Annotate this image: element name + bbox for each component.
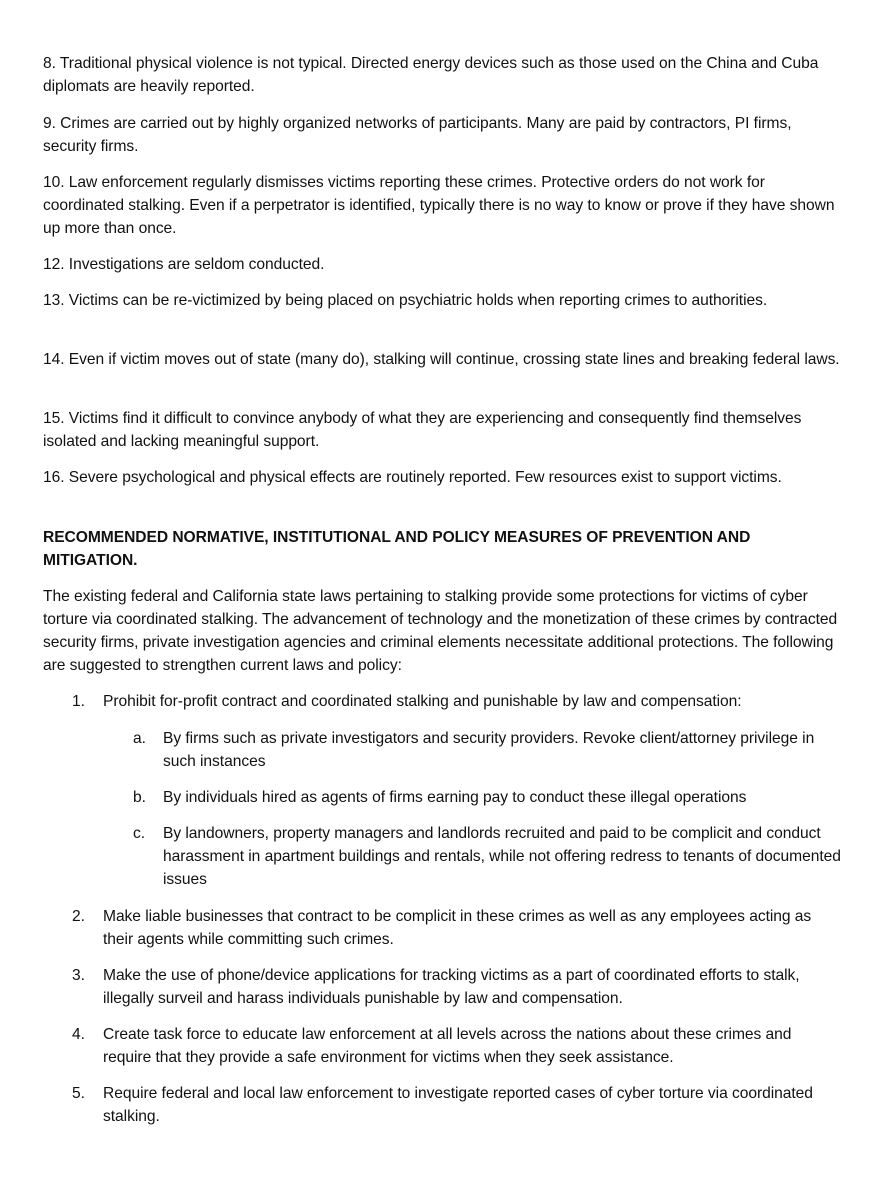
item-16: 16. Severe psychological and physical effects are routinely reported. Few resources exist to support victims. bbox=[43, 469, 782, 486]
item-13: 13. Victims can be re-victimized by being placed on psychiatric holds when reporting crimes to authorities. bbox=[43, 292, 768, 309]
item-14: 14. Even if victim moves out of state (many do), stalking will continue, crossing state lines and breaking federal laws. bbox=[43, 351, 840, 368]
sub-item-letter: b. bbox=[133, 789, 146, 806]
section-heading: RECOMMENDED NORMATIVE, INSTITUTIONAL AND POLICY MEASURES OF PREVENTION AND MITIGATION. bbox=[43, 529, 751, 569]
recommendation-number: 2. bbox=[72, 908, 85, 925]
recommendation-number: 5. bbox=[72, 1085, 85, 1102]
item-10: 10. Law enforcement regularly dismisses victims reporting these crimes. Protective orders do not work for coordinated stalking. Even if a perpetrator is identified, typically there is no way to know or prove if they have shown up more than once. bbox=[43, 174, 835, 237]
recommendation-text: Create task force to educate law enforcement at all levels across the nations about these crimes and require that they provide a safe environment for victims when they seek assistance. bbox=[103, 1026, 792, 1066]
item-15: 15. Victims find it difficult to convince anybody of what they are experiencing and consequently find themselves isolated and lacking meaningful support. bbox=[43, 410, 802, 450]
item-8: 8. Traditional physical violence is not typical. Directed energy devices such as those used on the China and Cuba diplomats are heavily reported. bbox=[43, 55, 819, 95]
recommendation-text: Prohibit for-profit contract and coordinated stalking and punishable by law and compensation: bbox=[103, 693, 742, 710]
recommendation-text: Require federal and local law enforcement to investigate reported cases of cyber torture via coordinated stalking. bbox=[103, 1085, 813, 1125]
sub-item-letter: c. bbox=[133, 825, 146, 842]
sub-item-letter: a. bbox=[133, 730, 146, 747]
body-paragraph: The existing federal and California state laws pertaining to stalking provide some protections for victims of cyber torture via coordinated stalking. The advancement of technology and the monetization of these crimes by contracted security firms, private investigation agencies and criminal elements necessitate additional protections. The following are suggested to strengthen current laws and policy: bbox=[43, 588, 838, 674]
item-9: 9. Crimes are carried out by highly organized networks of participants. Many are paid by contractors, PI firms, security firms. bbox=[43, 115, 792, 155]
sub-item-text: By firms such as private investigators and security providers. Revoke client/attorney privilege in such instances bbox=[163, 730, 815, 770]
recommendation-text: Make liable businesses that contract to be complicit in these crimes as well as any employees acting as their agents while committing such crimes. bbox=[103, 908, 812, 948]
recommendation-number: 3. bbox=[72, 967, 85, 984]
sub-item-text: By landowners, property managers and landlords recruited and paid to be complicit and conduct harassment in apartment buildings and rentals, while not offering redress to tenants of documented issues bbox=[163, 825, 841, 888]
recommendation-number: 1. bbox=[72, 693, 85, 710]
recommendation-number: 4. bbox=[72, 1026, 85, 1043]
sub-item-text: By individuals hired as agents of firms earning pay to conduct these illegal operations bbox=[163, 789, 747, 806]
recommendation-text: Make the use of phone/device applications for tracking victims as a part of coordinated efforts to stalk, illegally surveil and harass individuals punishable by law and compensation. bbox=[103, 967, 800, 1007]
item-12: 12. Investigations are seldom conducted. bbox=[43, 256, 325, 273]
